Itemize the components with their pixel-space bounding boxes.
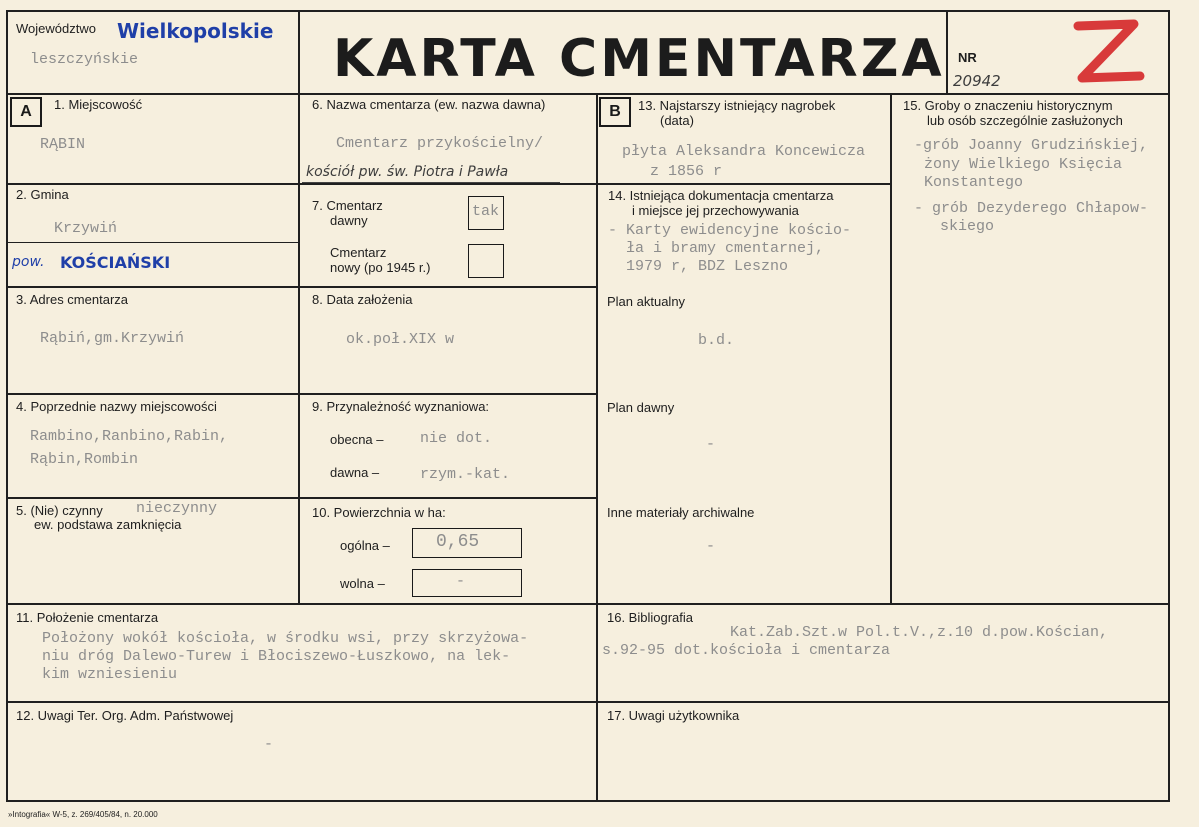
field-5-sublabel: ew. podstawa zamknięcia xyxy=(34,517,182,532)
field-5-label: 5. (Nie) czynny xyxy=(16,503,103,518)
frame-right xyxy=(1168,10,1170,802)
field-14-sublabel: i miejsce jej przechowywania xyxy=(632,203,799,218)
red-z-stamp xyxy=(1068,16,1148,91)
col-rule-3 xyxy=(890,93,892,603)
print-footer: »Intografia« W-5, z. 269/405/84, n. 20.000 xyxy=(8,810,158,819)
section-a-marker: A xyxy=(10,97,42,127)
wojewodztwo-old-value: leszczyńskie xyxy=(30,51,139,68)
rule-a2-thin xyxy=(6,242,298,243)
page-title: KARTA CMENTARZA xyxy=(333,29,945,89)
field-9-obecna-value: nie dot. xyxy=(420,430,493,447)
field-15-grave2-line2: skiego xyxy=(940,218,995,235)
field-7-label: 7. Cmentarz xyxy=(312,198,383,213)
field-11-label: 11. Położenie cmentarza xyxy=(16,610,159,625)
field-4-label: 4. Poprzednie nazwy miejscowości xyxy=(16,399,217,414)
field-10-ogolna-value: 0,65 xyxy=(436,532,480,552)
rule-a5 xyxy=(6,497,298,499)
field-7-dawny-label: dawny xyxy=(330,213,368,228)
inne-materialy-label: Inne materiały archiwalne xyxy=(607,505,755,520)
field-9-obecna-label: obecna – xyxy=(330,432,384,447)
inne-materialy-value: - xyxy=(706,538,716,555)
field-15-grave1-line1: -grób Joanny Grudzińskiej, xyxy=(914,137,1149,154)
field-2-value: Krzywiń xyxy=(54,220,118,237)
field-17-label: 17. Uwagi użytkownika xyxy=(607,708,740,723)
field-9-dawna-label: dawna – xyxy=(330,465,380,480)
field-9-label: 9. Przynależność wyznaniowa: xyxy=(312,399,490,414)
field-2-pow-value: KOŚCIAŃSKI xyxy=(60,253,171,272)
field-11-value-line1: Położony wokół kościoła, w środku wsi, przy skrzyżowa- xyxy=(42,630,529,647)
field-15-grave2-line1: - grób Dezyderego Chłapow- xyxy=(914,200,1149,217)
field-14-value-line3: 1979 r, BDZ Leszno xyxy=(626,258,789,275)
wojewodztwo-label: Województwo xyxy=(16,21,96,36)
rule-b2 xyxy=(298,286,596,288)
section-b-marker: B xyxy=(599,97,631,127)
rule-a1 xyxy=(6,183,298,185)
nr-label: NR xyxy=(958,50,977,65)
field-11-value-line3: kim wzniesieniu xyxy=(42,666,178,683)
field-10-ogolna-label: ogólna – xyxy=(340,538,390,553)
field-6-value-line1: Cmentarz przykościelny/ xyxy=(336,135,544,152)
stamp-z-icon xyxy=(1068,16,1148,86)
rule-row12 xyxy=(6,701,1170,703)
field-10-wolna-box[interactable] xyxy=(412,569,522,597)
field-4-value-line1: Rambino,Ranbino,Rabin, xyxy=(30,428,229,445)
field-3-value: Rąbiń,gm.Krzywiń xyxy=(40,330,185,347)
field-13-value-line2: z 1856 r xyxy=(650,163,723,180)
field-10-wolna-label: wolna – xyxy=(340,576,385,591)
header-divider-1 xyxy=(298,10,300,94)
field-14-label: 14. Istniejąca dokumentacja cmentarza xyxy=(608,188,834,203)
col-rule-2 xyxy=(596,93,598,800)
col-rule-1 xyxy=(298,93,300,603)
rule-b3 xyxy=(298,393,596,395)
rule-b1 xyxy=(298,183,596,185)
rule-a4 xyxy=(6,393,298,395)
rule-c1 xyxy=(596,183,890,185)
field-8-label: 8. Data założenia xyxy=(312,292,413,307)
field-1-value: RĄBIN xyxy=(40,136,86,153)
field-12-label: 12. Uwagi Ter. Org. Adm. Państwowej xyxy=(16,708,234,723)
field-6-underline xyxy=(302,182,560,183)
field-16-value-line2: s.92-95 dot.kościoła i cmentarza xyxy=(602,642,891,659)
field-13-value-line1: płyta Aleksandra Koncewicza xyxy=(622,143,866,160)
rule-a3 xyxy=(6,286,298,288)
field-16-value-line1: Kat.Zab.Szt.w Pol.t.V.,z.10 d.pow.Kościan, xyxy=(730,624,1109,641)
field-2-label: 2. Gmina xyxy=(16,187,69,202)
field-2-pow-prefix: pow. xyxy=(12,254,45,270)
field-9-dawna-value: rzym.-kat. xyxy=(420,466,511,483)
field-15-sublabel: lub osób szczególnie zasłużonych xyxy=(927,113,1123,128)
plan-aktualny-label: Plan aktualny xyxy=(607,294,686,309)
wojewodztwo-stamp: Wielkopolskie xyxy=(117,19,274,43)
field-7-nowy-label: Cmentarz xyxy=(330,245,387,260)
field-14-value-line2: ła i bramy cmentarnej, xyxy=(626,240,825,257)
frame-left xyxy=(6,10,8,802)
plan-dawny-value: - xyxy=(706,436,716,453)
field-7-nowy-sublabel: nowy (po 1945 r.) xyxy=(330,260,431,275)
plan-aktualny-value: b.d. xyxy=(698,332,735,349)
header-divider-2 xyxy=(946,10,948,94)
field-15-label: 15. Groby o znaczeniu historycznym xyxy=(903,98,1113,113)
frame-bottom xyxy=(6,800,1170,802)
rule-b4 xyxy=(298,497,596,499)
rule-row11 xyxy=(6,603,1170,605)
field-15-grave1-line3: Konstantego xyxy=(924,174,1024,191)
frame-top xyxy=(6,10,1170,12)
field-1-label: 1. Miejscowość xyxy=(54,97,143,112)
field-6-label: 6. Nazwa cmentarza (ew. nazwa dawna) xyxy=(312,97,546,112)
field-11-value-line2: niu dróg Dalewo-Turew i Błociszewo-Łuszkowo, na lek- xyxy=(42,648,511,665)
field-8-value: ok.poł.XIX w xyxy=(346,331,455,348)
field-14-value-line1: - Karty ewidencyjne kościo- xyxy=(608,222,852,239)
plan-dawny-label: Plan dawny xyxy=(607,400,675,415)
field-3-label: 3. Adres cmentarza xyxy=(16,292,128,307)
field-5-value: nieczynny xyxy=(136,500,218,517)
nr-value: 20942 xyxy=(953,72,1001,90)
field-4-value-line2: Rąbin,Rombin xyxy=(30,451,139,468)
field-16-label: 16. Bibliografia xyxy=(607,610,693,625)
field-7-nowy-checkbox[interactable] xyxy=(468,244,504,278)
field-13-sublabel: (data) xyxy=(660,113,694,128)
field-13-label: 13. Najstarszy istniejący nagrobek xyxy=(638,98,836,113)
field-15-grave1-line2: żony Wielkiego Księcia xyxy=(924,156,1123,173)
field-6-value-line2: kościół pw. św. Piotra i Pawła xyxy=(306,164,509,180)
field-10-wolna-value: - xyxy=(456,573,466,590)
field-12-value: - xyxy=(264,736,274,753)
field-7-dawny-value: tak xyxy=(472,203,500,220)
field-10-label: 10. Powierzchnia w ha: xyxy=(312,505,446,520)
